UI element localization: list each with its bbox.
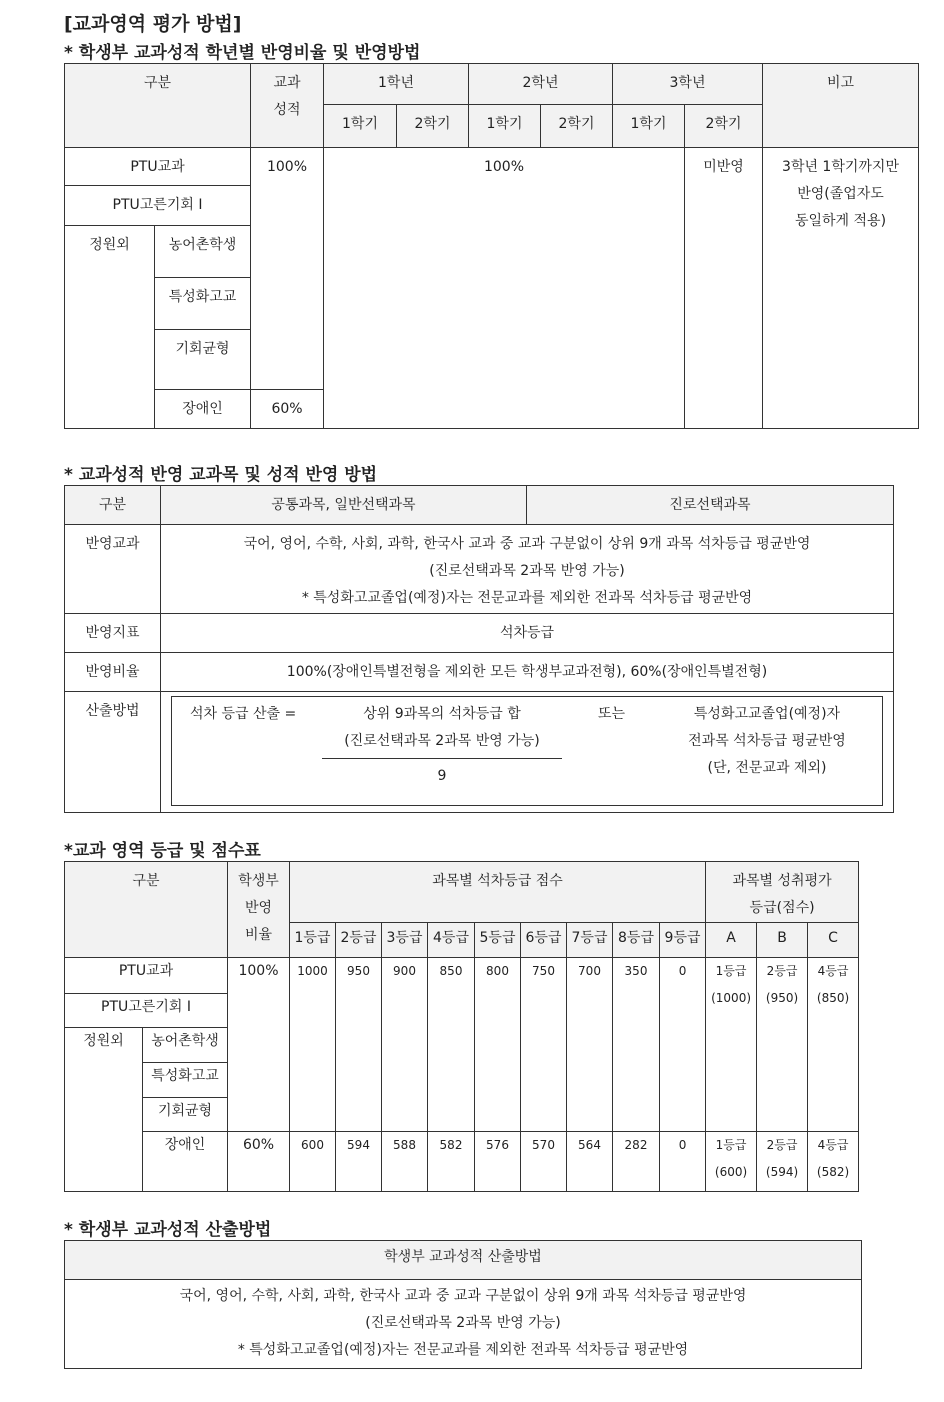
row-ptu: PTU교과 [65, 958, 228, 994]
header-y3-sem1: 1학기 [613, 105, 685, 148]
section1-heading: * 학생부 교과성적 학년별 반영비율 및 반영방법 [64, 43, 421, 63]
row-value-subjects: 국어, 영어, 수학, 사회, 과학, 한국사 교과 중 교과 구분없이 상위 9개 과목 석차등급 평균반영 (진로선택과목 2과목 반영 가능) * 특성화고교졸업(예정)자는 전문교과를 제외한 전과목 석차등급 평균반영 [161, 525, 894, 614]
row-teukseonghwa: 특성화고교 [143, 1063, 228, 1098]
header-year2: 2학년 [469, 64, 613, 105]
header-career: 진로선택과목 [527, 486, 894, 525]
row-label-subjects: 반영교과 [65, 525, 161, 614]
header-grade-6: 6등급 [521, 923, 567, 958]
score-100-g5: 800 [475, 958, 521, 1132]
header-a: A [706, 923, 757, 958]
score-100-g1: 1000 [290, 958, 336, 1132]
section4-heading: * 학생부 교과성적 산출방법 [64, 1220, 272, 1240]
score-60-g7: 564 [567, 1132, 613, 1192]
year3-sem2-value: 미반영 [685, 148, 763, 429]
score-100-g9: 0 [660, 958, 706, 1132]
row-value-indicator: 석차등급 [161, 614, 894, 653]
page-title: [교과영역 평가 방법] [64, 13, 242, 35]
row-nongeochon: 농어촌학생 [143, 1028, 228, 1063]
calc-header: 학생부 교과성적 산출방법 [65, 1241, 862, 1280]
header-gubun: 구분 [65, 486, 161, 525]
header-achieve: 과목별 성취평가 등급(점수) [706, 862, 859, 923]
header-grade-7: 7등급 [567, 923, 613, 958]
header-y1-sem1: 1학기 [324, 105, 397, 148]
formula-lhs: 석차 등급 산출 = [190, 706, 297, 722]
score-60-g5: 576 [475, 1132, 521, 1192]
formula-alt-3: (단, 전문교과 제외) [707, 760, 827, 776]
row-ptu: PTU교과 [65, 148, 251, 186]
fraction-line [322, 758, 562, 759]
score-60-g9: 0 [660, 1132, 706, 1192]
header-y3-sem2: 2학기 [685, 105, 763, 148]
header-grade-5: 5등급 [475, 923, 521, 958]
formula-box [171, 696, 883, 806]
ratio-100: 100% [251, 148, 324, 390]
header-common: 공통과목, 일반선택과목 [161, 486, 527, 525]
row-jangaein: 장애인 [143, 1132, 228, 1192]
grade-score-table [64, 861, 859, 1192]
header-ratio: 학생부 반영 비율 [228, 862, 290, 958]
header-grade-8: 8등급 [613, 923, 660, 958]
achieve-60-a: 1등급 (600) [706, 1132, 757, 1192]
achieve-100-c: 4등급 (850) [808, 958, 859, 1132]
formula-alt-1: 특성화고교졸업(예정)자 [693, 706, 841, 722]
achieve-60-c: 4등급 (582) [808, 1132, 859, 1192]
row-gihoe: 기회균형 [143, 1098, 228, 1132]
header-grade-4: 4등급 [428, 923, 475, 958]
header-y2-sem1: 1학기 [469, 105, 541, 148]
achieve-100-b: 2등급 (950) [757, 958, 808, 1132]
formula-numerator-2: (진로선택과목 2과목 반영 가능) [344, 733, 540, 749]
formula-denominator: 9 [437, 768, 447, 784]
row-label-ratio: 반영비율 [65, 653, 161, 692]
section2-heading: * 교과성적 반영 교과목 및 성적 반영 방법 [64, 465, 378, 485]
calc-method-table [64, 1240, 862, 1369]
header-y2-sem2: 2학기 [541, 105, 613, 148]
formula-numerator-1: 상위 9과목의 석차등급 합 [363, 706, 521, 722]
formula-alt-2: 전과목 석차등급 평균반영 [688, 733, 846, 749]
header-grade-3: 3등급 [382, 923, 428, 958]
header-year3: 3학년 [613, 64, 763, 105]
row-label-calc: 산출방법 [65, 692, 161, 813]
row-jeongwonoe: 정원외 [65, 226, 155, 429]
score-100-g8: 350 [613, 958, 660, 1132]
row-ptu-goreun: PTU고른기회 I [65, 186, 251, 226]
row-value-ratio: 100%(장애인특별전형을 제외한 모든 학생부교과전형), 60%(장애인특별전형) [161, 653, 894, 692]
row-ptu-goreun: PTU고른기회 I [65, 994, 228, 1028]
subject-method-table [64, 485, 894, 813]
header-grade-2: 2등급 [336, 923, 382, 958]
header-grade-1: 1등급 [290, 923, 336, 958]
header-gyogwa: 교과 성적 [251, 64, 324, 148]
ratio-60: 60% [251, 390, 324, 429]
section3-heading: *교과 영역 등급 및 점수표 [64, 841, 261, 861]
note: 3학년 1학기까지만 반영(졸업자도 동일하게 적용) [763, 148, 919, 429]
achieve-100-a: 1등급 (1000) [706, 958, 757, 1132]
score-60-g8: 282 [613, 1132, 660, 1192]
header-bigo: 비고 [763, 64, 919, 148]
calc-body: 국어, 영어, 수학, 사회, 과학, 한국사 교과 중 교과 구분없이 상위 9개 과목 석차등급 평균반영 (진로선택과목 2과목 반영 가능) * 특성화고교졸업(예정)자는 전문교과를 제외한 전과목 석차등급 평균반영 [65, 1280, 862, 1369]
header-gubun: 구분 [65, 64, 251, 148]
score-100-g6: 750 [521, 958, 567, 1132]
score-100-g4: 850 [428, 958, 475, 1132]
achieve-60-b: 2등급 (594) [757, 1132, 808, 1192]
ratio-100: 100% [228, 958, 290, 1132]
row-gihoe: 기회균형 [155, 330, 251, 390]
row-label-indicator: 반영지표 [65, 614, 161, 653]
score-60-g1: 600 [290, 1132, 336, 1192]
score-60-g3: 588 [382, 1132, 428, 1192]
year-ratio-table [64, 63, 919, 429]
header-gubun: 구분 [65, 862, 228, 958]
header-b: B [757, 923, 808, 958]
score-100-g7: 700 [567, 958, 613, 1132]
row-jangaein: 장애인 [155, 390, 251, 429]
score-60-g4: 582 [428, 1132, 475, 1192]
ratio-60: 60% [228, 1132, 290, 1192]
score-60-g2: 594 [336, 1132, 382, 1192]
row-value-calc [161, 692, 894, 813]
row-nongeochon: 농어촌학생 [155, 226, 251, 278]
row-teukseonghwa: 특성화고교 [155, 278, 251, 330]
score-100-g3: 900 [382, 958, 428, 1132]
formula-or: 또는 [598, 706, 626, 722]
header-year1: 1학년 [324, 64, 469, 105]
header-c: C [808, 923, 859, 958]
header-scores-title: 과목별 석차등급 점수 [290, 862, 706, 923]
score-60-g6: 570 [521, 1132, 567, 1192]
header-y1-sem2: 2학기 [397, 105, 469, 148]
score-100-g2: 950 [336, 958, 382, 1132]
span-value: 100% [324, 148, 685, 429]
header-grade-9: 9등급 [660, 923, 706, 958]
row-jeongwonoe: 정원외 [65, 1028, 143, 1192]
